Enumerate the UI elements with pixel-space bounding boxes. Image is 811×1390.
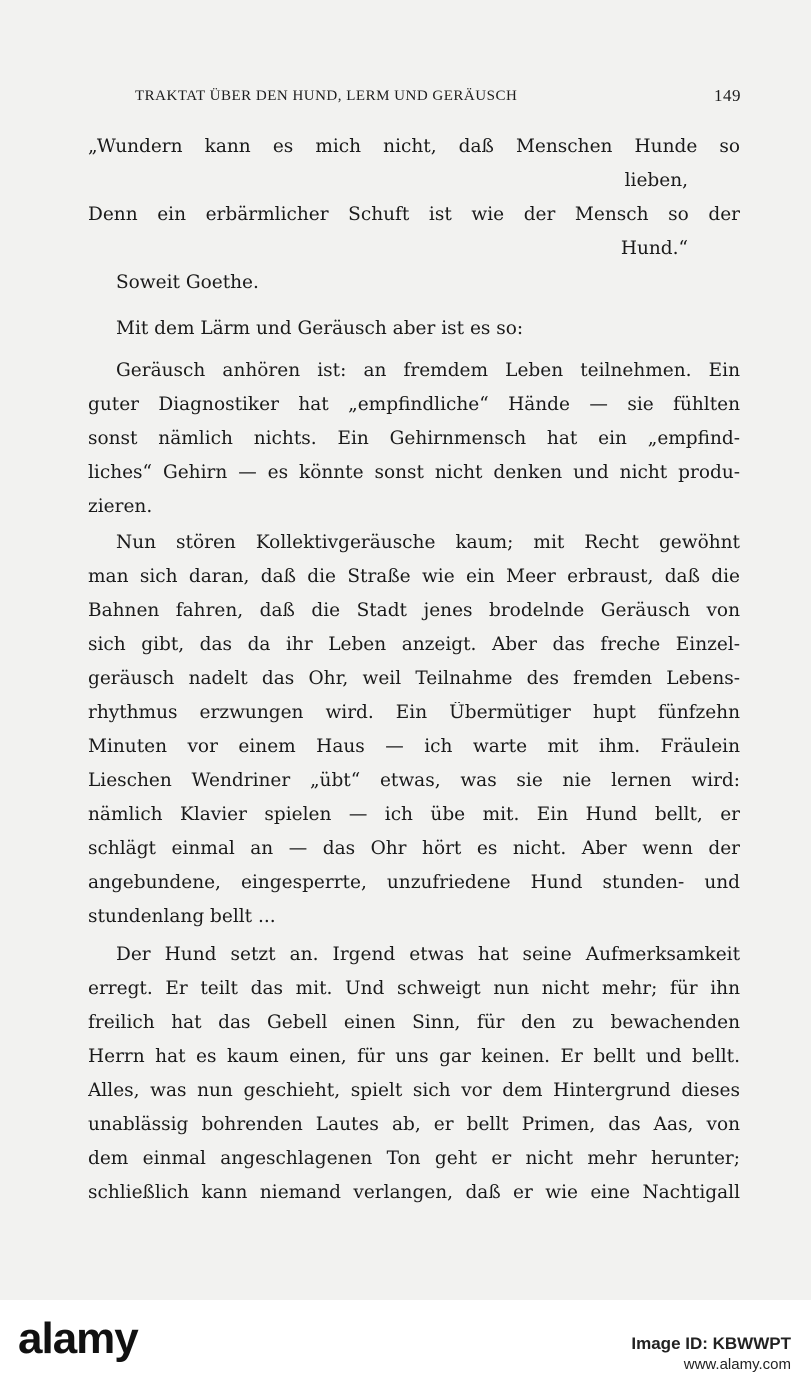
text-line: erregt. Er teilt das mit. Und schweigt nun nicht mehr; für ihn [88,978,740,999]
text-line: Bahnen fahren, daß die Stadt jenes brodelnde Geräusch von [88,600,740,621]
image-credit [631,1334,791,1373]
image-id: Image ID: KBWWPT [631,1334,791,1353]
stock-watermark-bar [0,1300,811,1390]
text-line: Hund.“ [620,238,688,259]
text-line: „Wundern kann es mich nicht, daß Menschen Hunde so [88,136,740,157]
text-line: guter Diagnostiker hat „empfindliche“ Hände — sie fühlten [88,394,740,415]
text-line: schlägt einmal an — das Ohr hört es nicht. Aber wenn der [88,838,740,859]
text-line: Denn ein erbärmlicher Schuft ist wie der Mensch so der [88,204,740,225]
text-line: angebundene, eingesperrte, unzufriedene Hund stunden- und [88,872,740,893]
text-line: geräusch nadelt das Ohr, weil Teilnahme des fremden Lebens- [88,668,740,689]
running-header [135,88,741,110]
text-line: Herrn hat es kaum einen, für uns gar keinen. Er bellt und bellt. [88,1046,740,1067]
text-line: sich gibt, das da ihr Leben anzeigt. Aber das freche Einzel- [88,634,740,655]
text-line: zieren. [88,496,153,517]
text-line: Nun stören Kollektivgeräusche kaum; mit Recht gewöhnt [116,532,740,553]
text-line: Minuten vor einem Haus — ich warte mit ihm. Fräulein [88,736,740,757]
text-line: lieben, [624,170,688,191]
text-line: stundenlang bellt ... [88,906,276,927]
text-line: freilich hat das Gebell einen Sinn, für den zu bewachenden [88,1012,740,1033]
text-line: Geräusch anhören ist: an fremdem Leben teilnehmen. Ein [116,360,740,381]
text-line: Der Hund setzt an. Irgend etwas hat seine Aufmerksamkeit [116,944,740,965]
text-line: liches“ Gehirn — es könnte sonst nicht denken und nicht produ- [88,462,740,483]
text-line: rhythmus erzwungen wird. Ein Übermütiger hupt fünfzehn [88,702,740,723]
site-url: www.alamy.com [683,1356,791,1373]
text-line: Soweit Goethe. [116,272,259,293]
text-line: Mit dem Lärm und Geräusch aber ist es so: [116,318,524,339]
text-line: Lieschen Wendriner „übt“ etwas, was sie nie lernen wird: [88,770,740,791]
alamy-logo: alamy [18,1314,138,1363]
running-title: TRAKTAT ÜBER DEN HUND, LERM UND GERÄUSCH [135,88,518,104]
text-line: Alles, was nun geschieht, spielt sich vor dem Hintergrund dieses [88,1080,740,1101]
text-line: dem einmal angeschlagenen Ton geht er nicht mehr herunter; [88,1148,740,1169]
page-number: 149 [714,86,741,105]
text-line: schließlich kann niemand verlangen, daß er wie eine Nachtigall [88,1182,740,1203]
text-line: nämlich Klavier spielen — ich übe mit. Ein Hund bellt, er [88,804,740,825]
text-line: unablässig bohrenden Lautes ab, er bellt Primen, das Aas, von [88,1114,740,1135]
text-line: sonst nämlich nichts. Ein Gehirnmensch hat ein „empfind- [88,428,740,449]
text-line: man sich daran, daß die Straße wie ein Meer erbraust, daß die [88,566,740,587]
